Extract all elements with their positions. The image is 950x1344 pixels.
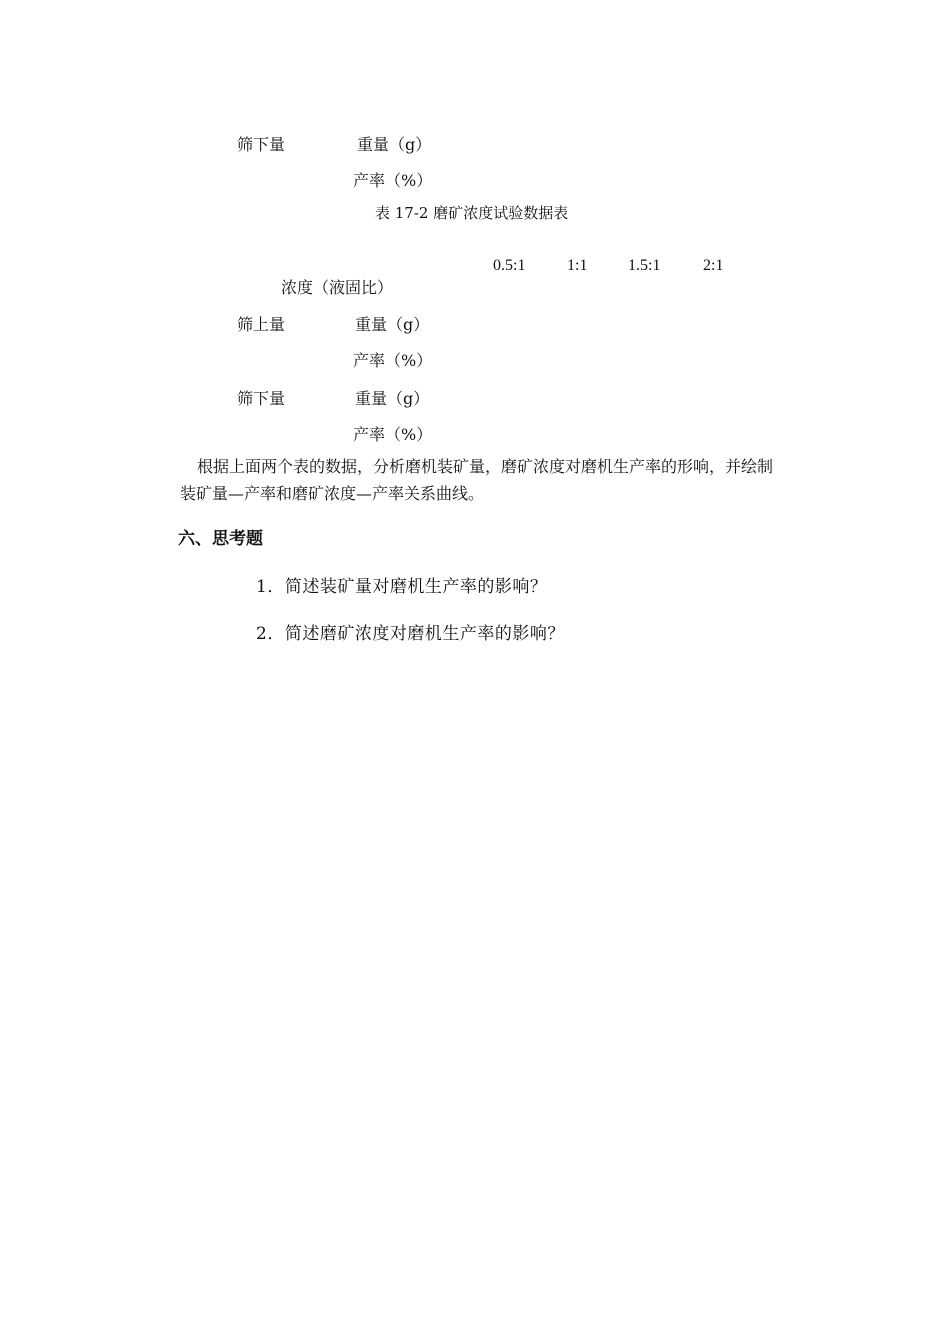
row-sublabel-yield: 产率（%） (353, 351, 433, 370)
row-label-sieve-under: 筛下量 (237, 135, 286, 154)
section-title: 六、思考题 (178, 529, 263, 549)
column-header-2: 1.5:1 (628, 257, 661, 274)
row-sublabel-yield: 产率（%） (353, 425, 433, 444)
row-sublabel-weight: 重量（g） (355, 389, 430, 408)
row-sublabel-yield: 产率（%） (353, 171, 433, 190)
row-label-sieve-under: 筛下量 (237, 389, 286, 408)
column-header-1: 1:1 (567, 257, 588, 274)
column-header-0: 0.5:1 (493, 257, 526, 274)
row-sublabel-weight: 重量（g） (355, 315, 430, 334)
table-header-label: 浓度（液固比） (281, 278, 394, 297)
question-2: 2．简述磨矿浓度对磨机生产率的影响？ (256, 624, 565, 644)
table-caption: 表 17-2 磨矿浓度试验数据表 (375, 204, 569, 222)
column-header-3: 2:1 (703, 257, 724, 274)
question-1: 1．简述装矿量对磨机生产率的影响？ (256, 577, 548, 597)
analysis-paragraph: 根据上面两个表的数据，分析磨机装矿量，磨矿浓度对磨机生产率的形响，并绘制装矿量—产率和磨矿浓度—产率关系曲线。 (180, 457, 774, 503)
row-sublabel-weight: 重量（g） (357, 135, 432, 154)
row-label-sieve-over: 筛上量 (237, 315, 286, 334)
